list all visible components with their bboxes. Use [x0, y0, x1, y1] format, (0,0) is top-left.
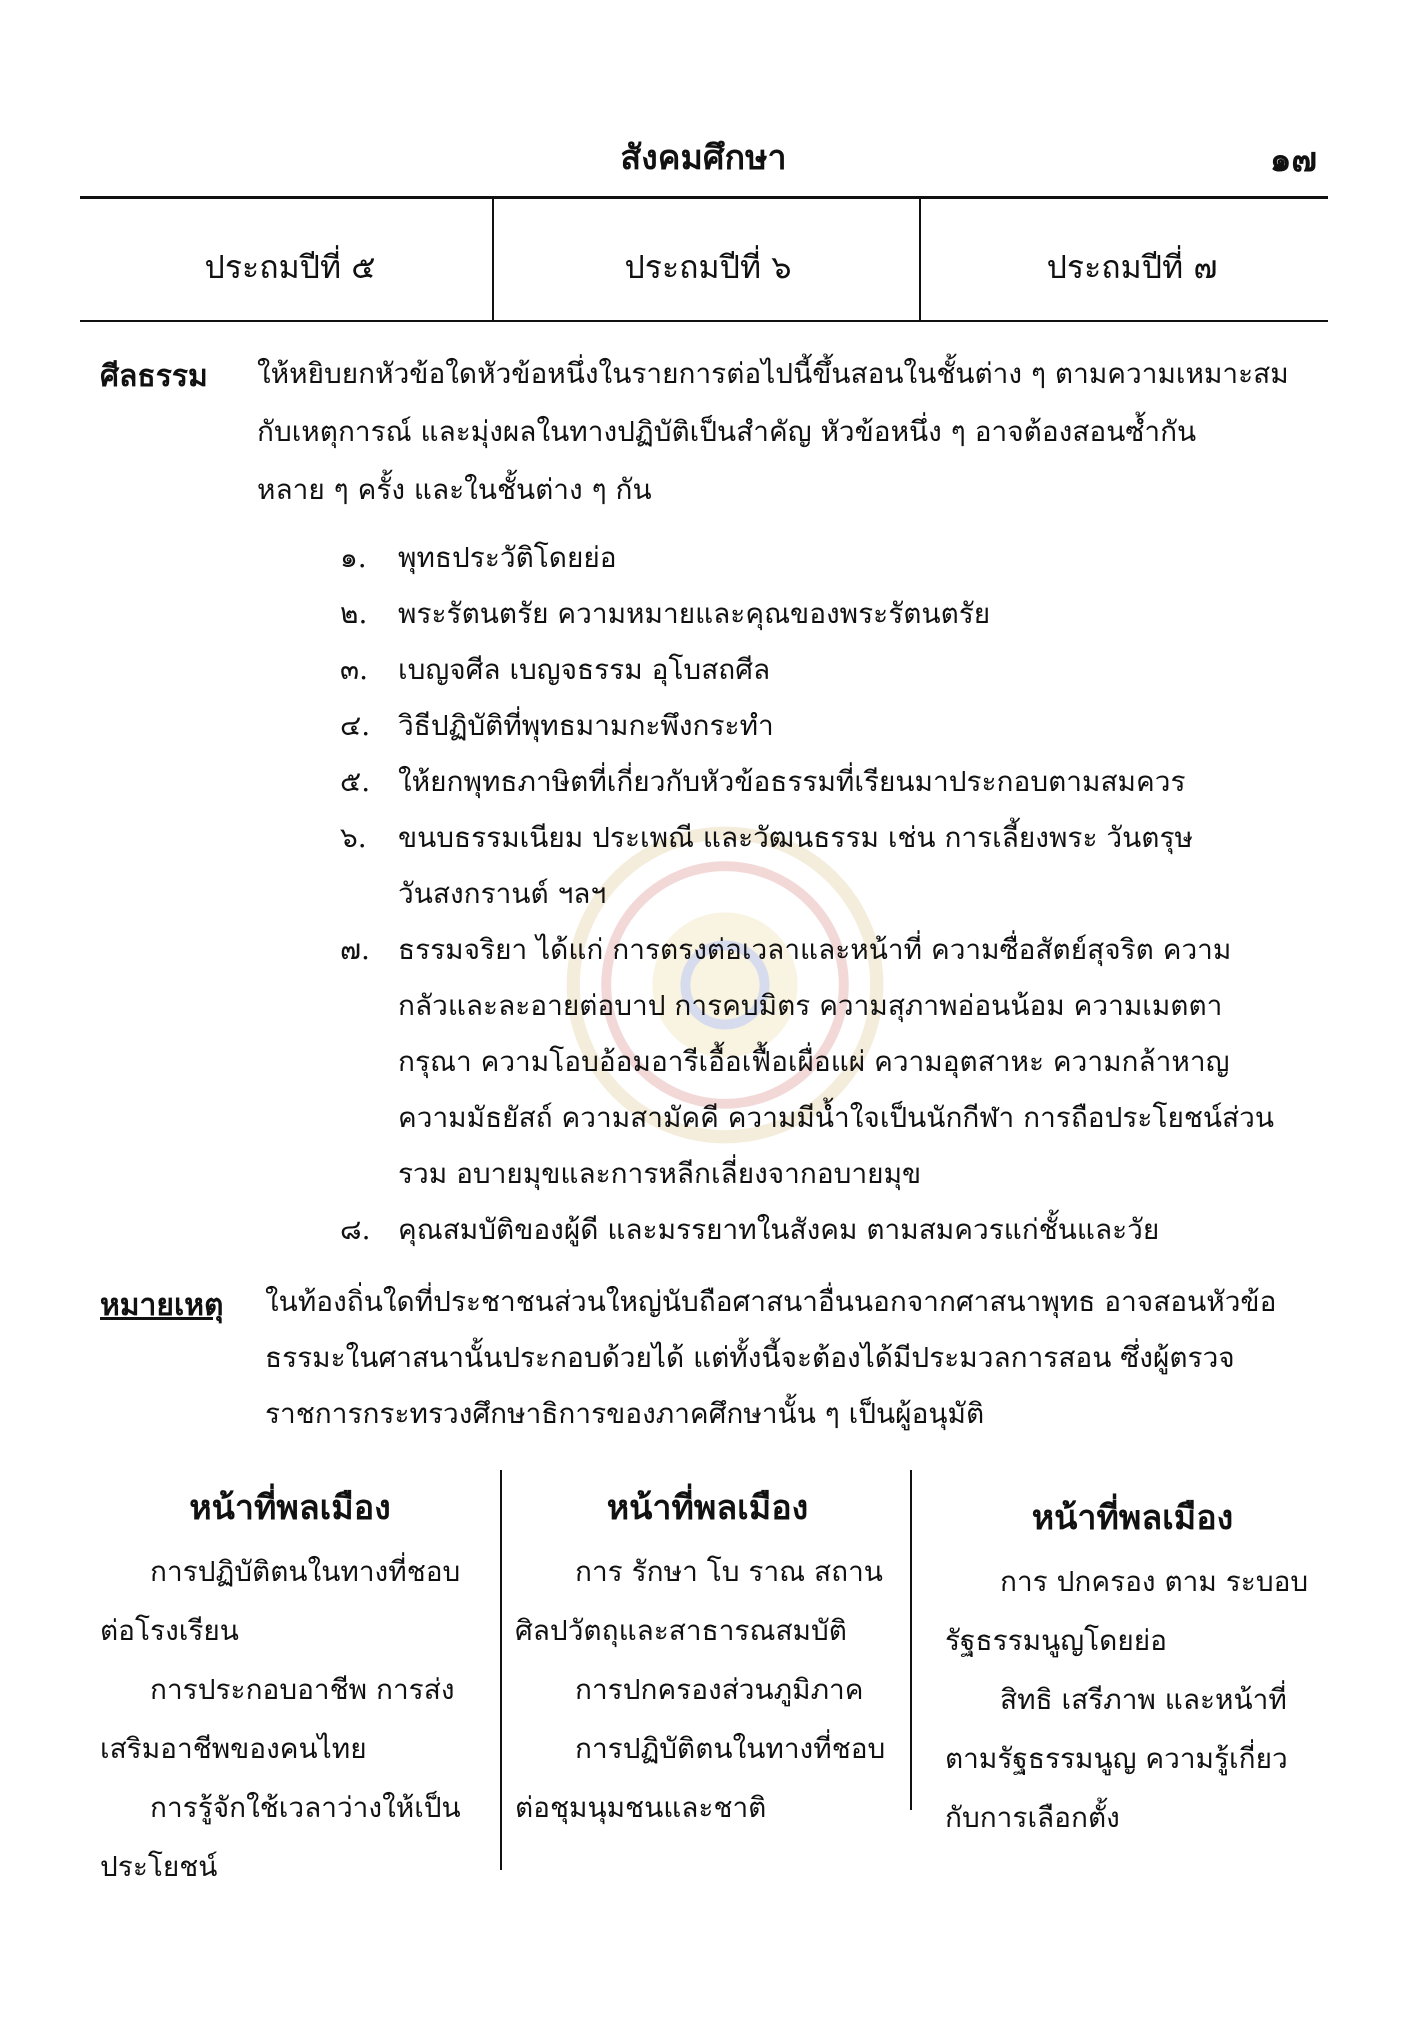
column-line: ต่อโรงเรียน	[100, 1614, 239, 1647]
item-number: ๘.	[340, 1213, 371, 1246]
item-text: รวม อบายมุขและการหลีกเลี่ยงจากอบายมุข	[398, 1157, 922, 1190]
column-body	[100, 1542, 480, 1896]
column-title: หน้าที่พลเมือง	[606, 1488, 809, 1528]
column-divider	[492, 198, 494, 320]
column-line: ตามรัฐธรรมนูญ ความรู้เกี่ยว	[945, 1742, 1288, 1775]
list-item	[340, 1202, 1320, 1258]
column-line: การ ปกครอง ตาม ระบอบ	[1000, 1565, 1309, 1598]
column-body	[515, 1542, 900, 1837]
item-text: ธรรมจริยา ได้แก่ การตรงต่อเวลาและหน้าที่ ความซื่อสัตย์สุจริต ความ	[398, 933, 1232, 966]
page-title: สังคมศึกษา	[620, 138, 787, 178]
column-line: การประกอบอาชีพ การส่ง	[150, 1673, 455, 1706]
column-divider	[919, 198, 921, 320]
column-body	[945, 1552, 1320, 1847]
item-text: คุณสมบัติของผู้ดี และมรรยาทในสังคม ตามสมควรแก่ชั้นและวัย	[398, 1213, 1160, 1246]
page-number: ๑๗	[1269, 140, 1317, 180]
item-text: พุทธประวัติโดยย่อ	[398, 541, 617, 574]
column-title: หน้าที่พลเมือง	[1031, 1498, 1234, 1538]
item-text: วิธีปฏิบัติที่พุทธมามกะพึงกระทำ	[398, 709, 774, 742]
list-item	[340, 922, 1320, 1202]
column-line: การ รักษา โบ ราณ สถาน	[575, 1555, 883, 1588]
civics-column-5	[100, 1480, 480, 1896]
civics-column-6	[515, 1480, 900, 1837]
morality-label: ศีลธรรม	[100, 359, 208, 394]
item-text: วันสงกรานต์ ฯลฯ	[398, 877, 607, 910]
column-divider	[500, 1470, 502, 1870]
item-number: ๗.	[340, 933, 370, 966]
intro-line: กับเหตุการณ์ และมุ่งผลในทางปฏิบัติเป็นสำคัญ หัวข้อหนึ่ง ๆ อาจต้องสอนซ้ำกัน	[257, 415, 1197, 448]
item-number: ๖.	[340, 821, 367, 854]
column-divider	[910, 1470, 912, 1810]
grade-header-6: ประถมปีที่ ๖	[624, 248, 792, 286]
column-line: สิทธิ เสรีภาพ และหน้าที่	[1000, 1683, 1287, 1716]
item-number: ๑.	[340, 541, 367, 574]
civics-column-7	[945, 1490, 1320, 1847]
item-text: พระรัตนตรัย ความหมายและคุณของพระรัตนตรัย	[398, 597, 991, 630]
note-line: ราชการกระทรวงศึกษาธิการของภาคศึกษานั้น ๆ เป็นผู้อนุมัติ	[265, 1397, 985, 1430]
list-item	[340, 642, 1320, 698]
morality-intro	[257, 345, 1307, 519]
item-text: กรุณา ความโอบอ้อมอารีเอื้อเฟื้อเผื่อแผ่ ความอุตสาหะ ความกล้าหาญ	[398, 1045, 1230, 1078]
item-text: เบญจศีล เบญจธรรม อุโบสถศีล	[398, 653, 771, 686]
note-line: ในท้องถิ่นใดที่ประชาชนส่วนใหญ่นับถือศาสนาอื่นนอกจากศาสนาพุทธ อาจสอนหัวข้อ	[265, 1285, 1277, 1318]
column-line: การปฏิบัติตนในทางที่ชอบ	[150, 1555, 461, 1588]
column-title: หน้าที่พลเมือง	[189, 1488, 391, 1528]
column-line: ต่อชุมนุมชนและชาติ	[515, 1791, 767, 1824]
item-text: ขนบธรรมเนียม ประเพณี และวัฒนธรรม เช่น การเลี้ยงพระ วันตรุษ	[398, 821, 1193, 854]
column-line: ประโยชน์	[100, 1850, 218, 1883]
column-line: กับการเลือกตั้ง	[945, 1801, 1120, 1834]
intro-line: ให้หยิบยกหัวข้อใดหัวข้อหนึ่งในรายการต่อไปนี้ขึ้นสอนในชั้นต่าง ๆ ตามความเหมาะสม	[257, 357, 1289, 390]
item-number: ๒.	[340, 597, 368, 630]
item-number: ๔.	[340, 709, 371, 742]
intro-line: หลาย ๆ ครั้ง และในชั้นต่าง ๆ กัน	[257, 473, 652, 506]
grade-header-5: ประถมปีที่ ๕	[204, 248, 376, 286]
item-text: กลัวและละอายต่อบาป การคบมิตร ความสุภาพอ่อนน้อม ความเมตตา	[398, 989, 1223, 1022]
column-line: การปฏิบัติตนในทางที่ชอบ	[575, 1732, 886, 1765]
list-item	[340, 586, 1320, 642]
list-item	[340, 698, 1320, 754]
note-line: ธรรมะในศาสนานั้นประกอบด้วยได้ แต่ทั้งนี้จะต้องได้มีประมวลการสอน ซึ่งผู้ตรวจ	[265, 1341, 1235, 1374]
list-item	[340, 754, 1320, 810]
list-item	[340, 810, 1320, 922]
column-line: รัฐธรรมนูญโดยย่อ	[945, 1624, 1167, 1657]
header-bottom-rule	[80, 320, 1328, 322]
column-line: เสริมอาชีพของคนไทย	[100, 1732, 367, 1765]
column-line: ศิลปวัตถุและสาธารณสมบัติ	[515, 1614, 847, 1647]
list-item	[340, 530, 1320, 586]
item-number: ๕.	[340, 765, 371, 798]
top-rule	[80, 196, 1328, 199]
column-line: การรู้จักใช้เวลาว่างให้เป็น	[150, 1791, 461, 1824]
note-label: หมายเหตุ	[100, 1288, 224, 1323]
item-text: ให้ยกพุทธภาษิตที่เกี่ยวกับหัวข้อธรรมที่เรียนมาประกอบตามสมควร	[398, 765, 1186, 798]
grade-header-7: ประถมปีที่ ๗	[1046, 248, 1218, 286]
item-number: ๓.	[340, 653, 369, 686]
note-body	[265, 1274, 1315, 1442]
column-line: การปกครองส่วนภูมิภาค	[575, 1673, 864, 1706]
morality-item-list	[340, 530, 1320, 1258]
item-text: ความมัธยัสถ์ ความสามัคคี ความมีน้ำใจเป็นนักกีฬา การถือประโยชน์ส่วน	[398, 1101, 1274, 1134]
